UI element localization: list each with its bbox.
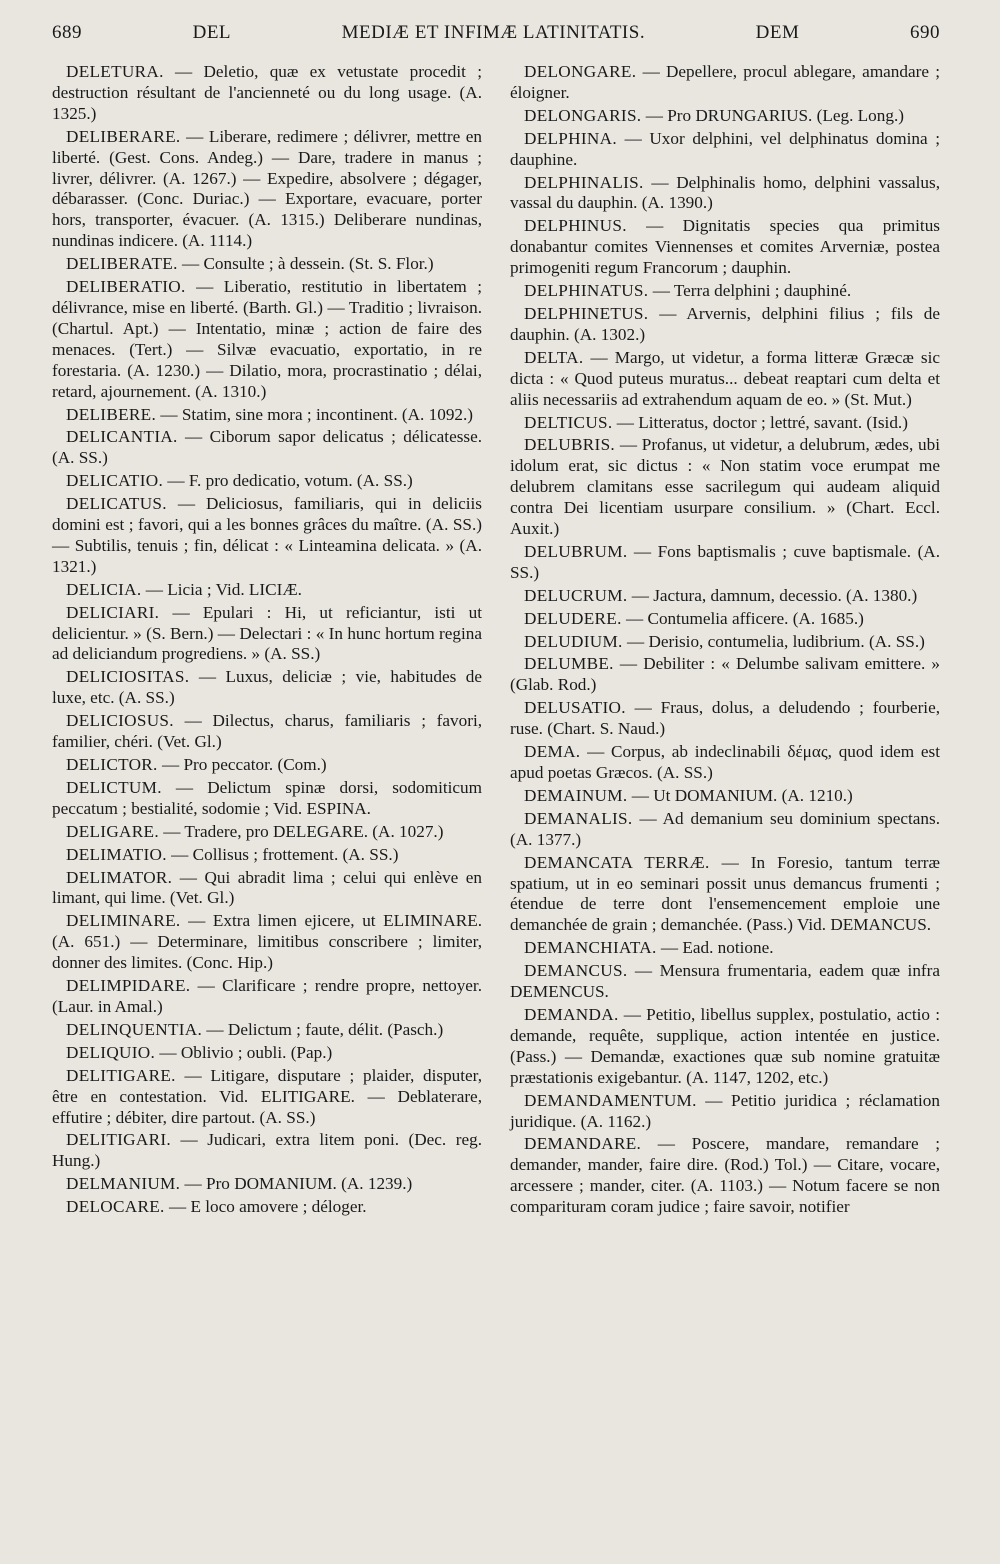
dictionary-entry [52,911,482,974]
dictionary-entry [510,1134,940,1218]
left-running-head: DEL [192,22,232,43]
dictionary-entry [510,654,940,696]
entry-headword: DELICTOR. [66,755,158,774]
dictionary-entry [52,822,482,843]
dictionary-entry [52,580,482,601]
dictionary-entry [510,1005,940,1089]
entry-headword: DELIBERARE. [66,126,181,146]
entry-headword: DELICTUM. [66,777,162,797]
entry-definition: — Tradere, pro DELEGARE. (A. 1027.) [163,821,444,841]
dictionary-entry [52,755,482,776]
entry-headword: DEMA. [524,742,581,762]
entry-definition: — Pro DRUNGARIUS. (Leg. Long.) [645,105,904,125]
dictionary-entry [52,667,482,709]
text-columns [52,62,940,1220]
entry-definition: — Liberare, redimere ; délivrer, mettre en liberté. (Gest. Cons. Andeg.) — Dare, tradere in manus ; livrer, délivrer. (A. 1267.) — Expedire, absolvere ; dégager, débarasser. (Conc. Duriac.) — Exportare, evacuare, porter hors, transporter, évacuer. (A. 1315.) Deliberare nundinas, nundinas indicere. (A. 1114.) [52,126,482,251]
entry-headword: DELICIOSITAS. [66,667,190,687]
entry-headword: DEMANDAMENTUM. [524,1090,697,1110]
entry-definition: — Ciborum sapor delicatus ; délicatesse. (A. SS.) [52,427,482,468]
dictionary-entry [52,1043,482,1064]
dictionary-entry [510,1091,940,1133]
dictionary-entry [52,711,482,753]
dictionary-entry [52,778,482,820]
entry-definition: — Clarificare ; rendre propre, nettoyer. (Laur. in Amal.) [52,976,482,1016]
dictionary-entry [510,129,940,171]
dictionary-entry [510,809,940,851]
dictionary-entry [510,609,940,630]
entry-definition: — Consulte ; à dessein. (St. S. Flor.) [181,254,434,274]
dictionary-entry [510,106,940,127]
entry-definition: — Collisus ; frottement. (A. SS.) [171,844,399,864]
dictionary-entry [510,961,940,1003]
entry-headword: DELIQUIO. [66,1042,156,1062]
entry-headword: DELUSATIO. [524,698,626,718]
entry-headword: DELUDERE. [524,608,622,628]
entry-definition: — Petitio juridica ; réclamation juridique. (A. 1162.) [510,1090,940,1131]
entry-definition: — Licia ; Vid. LICIÆ. [145,579,302,599]
entry-headword: DELIGARE. [66,821,159,841]
entry-headword: DEMANCATA TERRÆ. [524,852,710,872]
entry-definition: — Ut DOMANIUM. (A. 1210.) [631,785,853,805]
entry-headword: DELUCRUM. [524,585,628,605]
entry-definition: — Dilectus, charus, familiaris ; favori, familier, chéri. (Vet. Gl.) [52,711,483,752]
entry-headword: DELICIA. [66,579,142,599]
dictionary-entry [52,254,482,275]
dictionary-entry [510,173,940,215]
entry-headword: DELIBERE. [66,404,157,424]
entry-headword: DELONGARE. [524,62,637,81]
entry-definition: — Pro peccator. (Com.) [161,755,327,774]
entry-headword: DELETURA. [66,62,164,81]
entry-definition: — Derisio, contumelia, ludibrium. (A. SS.) [626,631,925,651]
dictionary-entry [510,348,940,411]
dictionary-entry [510,62,940,104]
entry-headword: DELITIGARI. [66,1130,171,1150]
entry-definition: — Terra delphini ; dauphiné. [652,281,852,301]
dictionary-entry [52,427,482,469]
entry-definition: — Deletio, quæ ex vetustate procedit ; destruction résultant de l'ancienneté ou du long usage. (A. 1325.) [52,62,482,123]
dictionary-entry [52,845,482,866]
entry-headword: DELICIARI. [66,602,160,622]
entry-headword: DELIBERATE. [66,254,178,274]
left-page-number: 689 [52,22,82,43]
left-column [52,62,482,1220]
dictionary-entry [510,542,940,584]
entry-headword: DELIMPIDARE. [66,976,191,996]
entry-definition: — Pro DOMANIUM. (A. 1239.) [184,1174,413,1194]
entry-headword: DELINQUENTIA. [66,1019,203,1039]
dictionary-entry [52,62,482,125]
entry-headword: DELICANTIA. [66,427,178,447]
entry-headword: DEMANDARE. [524,1134,642,1154]
entry-definition: — Delictum ; faute, délit. (Pasch.) [206,1019,444,1039]
dictionary-entry [52,1020,482,1041]
entry-headword: DELPHINETUS. [524,303,649,323]
entry-definition: — Depellere, procul ablegare, amandare ; éloigner. [510,62,940,102]
dictionary-entry [52,405,482,426]
dictionary-entry [52,1066,482,1129]
dictionary-entry [510,853,940,937]
dictionary-entry [52,1174,482,1195]
entry-headword: DELTICUS. [524,412,613,432]
entry-headword: DELUMBE. [524,654,614,674]
entry-definition: — Fons baptismalis ; cuve baptismale. (A. SS.) [510,541,941,582]
entry-headword: DELPHINALIS. [524,172,644,192]
entry-headword: DELIBERATIO. [66,277,186,297]
entry-headword: DEMANALIS. [524,808,633,828]
entry-definition: — Uxor delphini, vel delphinatus domina ; dauphine. [510,128,940,169]
dictionary-entry [52,277,482,402]
entry-definition: — Oblivio ; oubli. (Pap.) [159,1042,333,1062]
entry-headword: DELICATIO. [66,471,164,491]
entry-headword: DELPHINA. [524,128,617,148]
dictionary-entry [510,742,940,784]
dictionary-entry [510,435,940,540]
entry-headword: DELOCARE. [66,1197,165,1217]
dictionary-entry [510,632,940,653]
entry-headword: DELPHINUS. [524,216,627,236]
entry-definition: — Litteratus, doctor ; lettré, savant. (Isid.) [616,412,908,432]
entry-definition: — Poscere, mandare, remandare ; demander, mander, faire dire. (Rod.) Tol.) — Citare, vocare, arcessere ; mander, citer. (A. 1103.) — Notum facere se non comparituram coram judice ; faire savoir, notifier [510,1134,940,1217]
entry-definition: — Profanus, ut videtur, a delubrum, ædes, ubi idolum erat, sic dictus : « Non statim voce erumpat me delubrem clamitans esse sacrilegum qui audeam aliquid contra Dei licentiam usurpare consilium. » (Chart. Eccl. Auxit.) [510,435,941,539]
entry-definition: — Luxus, deliciæ ; vie, habitudes de luxe, etc. (A. SS.) [52,667,483,708]
entry-definition: — Jactura, damnum, decessio. (A. 1380.) [631,585,918,605]
entry-headword: DELMANIUM. [66,1174,181,1194]
entry-definition: — Ead. notione. [660,938,774,958]
entry-definition: — F. pro dedicatio, votum. (A. SS.) [167,471,413,491]
entry-headword: DEMANCUS. [524,961,628,981]
dictionary-entry [52,868,482,910]
entry-headword: DELIMATOR. [66,867,173,887]
right-running-head: DEM [755,22,800,43]
entry-headword: DEMAINUM. [524,785,628,805]
dictionary-entry [52,1197,482,1218]
entry-definition: — Extra limen ejicere, ut ELIMINARE. (A. 651.) — Determinare, limitibus conscribere ; limiter, donner des limites. (Conc. Hip.) [52,911,482,973]
entry-definition: — Epulari : Hi, ut reficiantur, isti ut delicientur. » (S. Bern.) — Delectari : « In hunc hortum regina ad deliciandum progrediens. » (A. SS.) [52,602,483,664]
entry-headword: DELUBRUM. [524,541,628,561]
right-page-number: 690 [910,22,940,43]
dictionary-entry [52,603,482,666]
page-header [52,22,940,56]
dictionary-entry [510,698,940,740]
entry-headword: DEMANDA. [524,1004,619,1024]
entry-definition: — Arvernis, delphini filius ; fils de dauphin. (A. 1302.) [510,303,941,344]
entry-headword: DELITIGARE. [66,1065,176,1085]
entry-definition: — Qui abradit lima ; celui qui enlève en limant, qui lime. (Vet. Gl.) [52,867,483,908]
entry-definition: — Judicari, extra litem poni. (Dec. reg. Hung.) [52,1130,482,1171]
dictionary-entry [510,281,940,302]
dictionary-entry [510,304,940,346]
entry-headword: DELUDIUM. [524,631,623,651]
entry-definition: — E loco amovere ; déloger. [168,1197,367,1217]
entry-definition: — Fraus, dolus, a deludendo ; fourberie, ruse. (Chart. S. Naud.) [510,698,940,739]
entry-definition: — Litigare, disputare ; plaider, disputer, être en contestation. Vid. ELITIGARE. — Deblaterare, effutire ; débiter, dire partout. (A. SS.) [52,1065,483,1127]
entry-definition: — Corpus, ab indeclinabili δέμας, quod idem est apud poetas Græcos. (A. SS.) [510,742,941,782]
dictionary-entry [510,216,940,279]
dictionary-entry [52,471,482,492]
entry-definition: — Margo, ut videtur, a forma litteræ Græcæ sic dicta : « Quod puteus muratus... debeat reaptari cum delta et aliis necessariis ad extrahendum aquam de eo. » (St. Mut.) [510,347,941,409]
entry-definition: — Dignitatis species qua primitus donabantur comites Viennenses et comites Arverniæ, postea primogeniti regum Francorum ; dauphin. [510,216,940,278]
entry-definition: — Delictum spinæ dorsi, sodomiticum peccatum ; bestialité, sodomie ; Vid. ESPINA. [52,777,482,818]
entry-headword: DELPHINATUS. [524,281,649,301]
dictionary-entry [510,413,940,434]
entry-headword: DELONGARIS. [524,105,642,125]
entry-headword: DELIMINARE. [66,911,181,931]
dictionary-entry [52,127,482,252]
entry-definition: — Deliciosus, familiaris, qui in deliciis domini est ; favori, qui a les bonnes grâces du maître. (A. SS.) — Subtilis, tenuis ; fin, délicat : « Linteamina delicata. » (A. 1321.) [52,494,482,576]
dictionary-entry [52,976,482,1018]
entry-headword: DELUBRIS. [524,435,616,455]
dictionary-entry [52,494,482,578]
right-column [510,62,940,1220]
entry-definition: — In Foresio, tantum terræ spatium, ut in eo seminari possit unus demancus frumenti ; étendue de terre dont l'ensemencement emploie une demanchée de grain ; demanchée. (Pass.) Vid. DEMANCUS. [510,852,940,935]
entry-headword: DEMANCHIATA. [524,938,657,958]
entry-definition: — Mensura frumentaria, eadem quæ infra DEMENCUS. [510,961,940,1002]
entry-headword: DELICATUS. [66,494,167,514]
dictionary-entry [510,586,940,607]
entry-definition: — Ad demanium seu dominium spectans. (A. 1377.) [510,808,940,849]
dictionary-entry [510,938,940,959]
entry-headword: DELIMATIO. [66,844,167,864]
running-title: MEDIÆ ET INFIMÆ LATINITATIS. [341,22,646,43]
dictionary-entry [52,1130,482,1172]
entry-definition: — Debiliter : « Delumbe salivam emittere. » (Glab. Rod.) [510,654,940,695]
entry-definition: — Petitio, libellus supplex, postulatio, actio : demande, requête, supplique, action intentée en justice. (Pass.) — Demandæ, exactiones quæ sub nomine gratuitæ præstationis exigebantur. (A. 1147, 1202, etc.) [510,1004,941,1087]
entry-headword: DELICIOSUS. [66,711,174,731]
entry-definition: — Statim, sine mora ; incontinent. (A. 1092.) [160,404,474,424]
entry-definition: — Contumelia afficere. (A. 1685.) [626,608,864,628]
entry-headword: DELTA. [524,347,584,367]
entry-definition: — Liberatio, restitutio in libertatem ; délivrance, mise en liberté. (Barth. Gl.) — Traditio ; livraison. (Chartul. Apt.) — Intentatio, minæ ; action de faire des menaces. (Tert.) — Silvæ evacuatio, exportatio, in re forestaria. (A. 1230.) — Dilatio, mora, procrastinatio ; délai, retard, ajournement. (A. 1310.) [52,277,482,401]
dictionary-entry [510,786,940,807]
entry-definition: — Delphinalis homo, delphini vassalus, vassal du dauphin. (A. 1390.) [510,172,940,213]
